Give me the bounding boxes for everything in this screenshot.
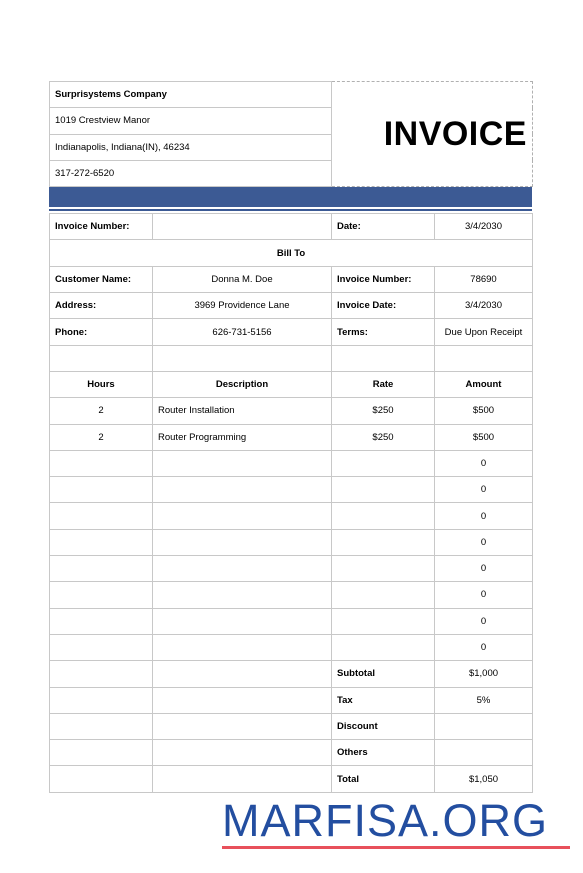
item-hours — [50, 608, 153, 634]
item-amount: $500 — [435, 424, 533, 450]
item-rate: $250 — [332, 424, 435, 450]
item-description — [153, 529, 332, 555]
item-hours — [50, 477, 153, 503]
invoice-number-top — [153, 214, 332, 240]
item-row — [50, 477, 533, 503]
item-description: Router Programming — [153, 424, 332, 450]
total-label: Tax — [332, 687, 435, 713]
item-rate: $250 — [332, 398, 435, 424]
invoice-number-label: Invoice Number: — [50, 214, 153, 240]
invoice-date-label: Invoice Date: — [332, 293, 435, 319]
date-label: Date: — [332, 214, 435, 240]
item-description — [153, 503, 332, 529]
totals-row — [50, 713, 533, 739]
item-hours — [50, 556, 153, 582]
date-value: 3/4/2030 — [435, 214, 533, 240]
item-rate — [332, 503, 435, 529]
item-amount: 0 — [435, 477, 533, 503]
terms-label: Terms: — [332, 319, 435, 345]
company-name: Surprisystems Company — [50, 82, 332, 108]
item-hours — [50, 503, 153, 529]
company-phone: 317-272-6520 — [50, 160, 332, 186]
item-rate — [332, 477, 435, 503]
invoice-title-cell — [332, 82, 533, 187]
item-row — [50, 608, 533, 634]
item-amount: 0 — [435, 582, 533, 608]
terms-value: Due Upon Receipt — [435, 319, 533, 345]
company-header — [49, 81, 533, 187]
item-rate — [332, 634, 435, 660]
item-description — [153, 634, 332, 660]
item-amount: 0 — [435, 556, 533, 582]
item-row — [50, 582, 533, 608]
totals-row — [50, 661, 533, 687]
total-value — [435, 740, 533, 766]
col-amount: Amount — [435, 371, 533, 397]
item-description — [153, 477, 332, 503]
item-row — [50, 634, 533, 660]
item-row — [50, 450, 533, 476]
marfisa-watermark: MARFISA.ORG — [222, 795, 549, 846]
invoice-table — [49, 213, 533, 793]
address-label: Address: — [50, 293, 153, 319]
total-value: $1,050 — [435, 766, 533, 792]
col-rate: Rate — [332, 371, 435, 397]
item-hours — [50, 634, 153, 660]
accent-bar — [49, 187, 532, 209]
company-city: Indianapolis, Indiana(IN), 46234 — [50, 134, 332, 160]
item-rate — [332, 556, 435, 582]
item-amount: 0 — [435, 450, 533, 476]
item-row — [50, 424, 533, 450]
item-amount: $500 — [435, 398, 533, 424]
item-row — [50, 398, 533, 424]
total-value: 5% — [435, 687, 533, 713]
total-label: Others — [332, 740, 435, 766]
item-hours: 2 — [50, 424, 153, 450]
item-amount: 0 — [435, 529, 533, 555]
phone-label: Phone: — [50, 319, 153, 345]
invoice-number-label-2: Invoice Number: — [332, 266, 435, 292]
bill-to-heading: Bill To — [50, 240, 533, 266]
customer-phone: 626-731-5156 — [153, 319, 332, 345]
item-description — [153, 582, 332, 608]
invoice-date: 3/4/2030 — [435, 293, 533, 319]
item-hours — [50, 450, 153, 476]
col-hours: Hours — [50, 371, 153, 397]
total-label: Discount — [332, 713, 435, 739]
total-label: Total — [332, 766, 435, 792]
watermark-underline — [222, 846, 570, 849]
invoice-number: 78690 — [435, 266, 533, 292]
item-hours — [50, 529, 153, 555]
item-amount: 0 — [435, 608, 533, 634]
item-row — [50, 503, 533, 529]
col-description: Description — [153, 371, 332, 397]
item-amount: 0 — [435, 503, 533, 529]
total-value — [435, 713, 533, 739]
totals-row — [50, 687, 533, 713]
customer-address: 3969 Providence Lane — [153, 293, 332, 319]
invoice-document — [49, 81, 532, 793]
item-description — [153, 556, 332, 582]
invoice-title: INVOICE — [383, 114, 527, 153]
item-hours: 2 — [50, 398, 153, 424]
item-amount: 0 — [435, 634, 533, 660]
item-rate — [332, 582, 435, 608]
item-row — [50, 529, 533, 555]
totals-row — [50, 740, 533, 766]
item-rate — [332, 608, 435, 634]
items-header-row — [50, 371, 533, 397]
totals-row — [50, 766, 533, 792]
total-value: $1,000 — [435, 661, 533, 687]
spacer-row — [50, 345, 533, 371]
customer-name: Donna M. Doe — [153, 266, 332, 292]
customer-label: Customer Name: — [50, 266, 153, 292]
item-rate — [332, 529, 435, 555]
item-description: Router Installation — [153, 398, 332, 424]
item-rate — [332, 450, 435, 476]
item-hours — [50, 582, 153, 608]
item-row — [50, 556, 533, 582]
total-label: Subtotal — [332, 661, 435, 687]
item-description — [153, 608, 332, 634]
company-address: 1019 Crestview Manor — [50, 108, 332, 134]
item-description — [153, 450, 332, 476]
